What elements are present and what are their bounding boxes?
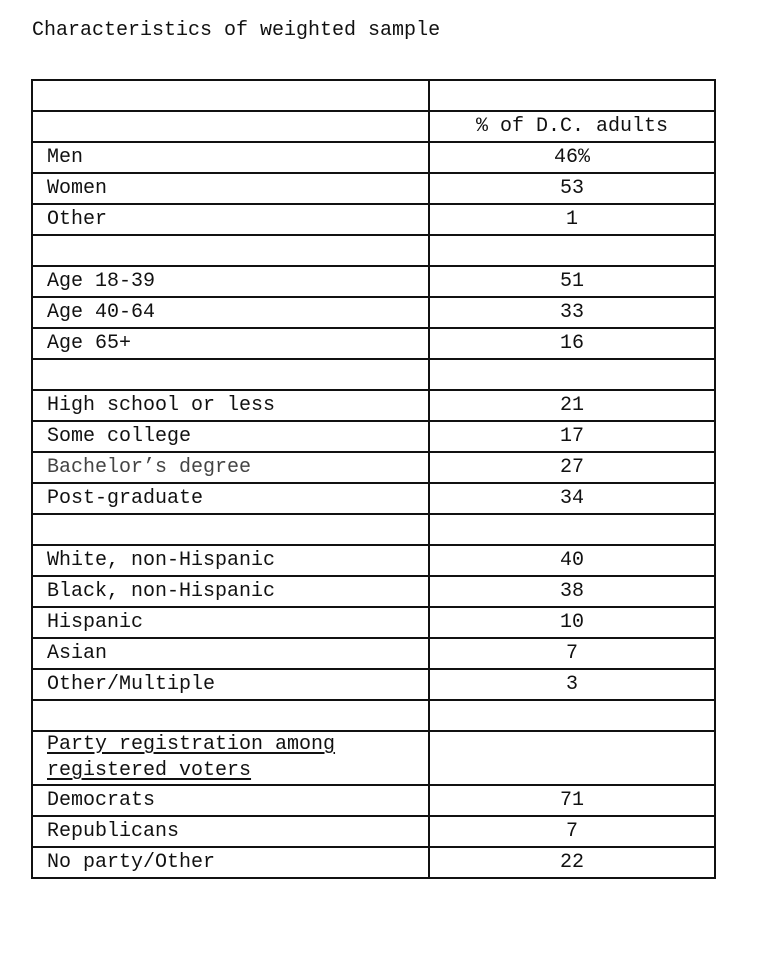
table-row xyxy=(32,297,715,328)
row-label: Age 65+ xyxy=(32,328,429,359)
row-label: Age 18-39 xyxy=(32,266,429,297)
blank-cell xyxy=(32,80,429,111)
row-value: 34 xyxy=(429,483,715,514)
row-value: 16 xyxy=(429,328,715,359)
table-row xyxy=(32,576,715,607)
table-row xyxy=(32,142,715,173)
row-label: Women xyxy=(32,173,429,204)
row-label: Bachelor’s degree xyxy=(32,452,429,483)
row-label: Other xyxy=(32,204,429,235)
row-label xyxy=(32,514,429,545)
row-value: 7 xyxy=(429,816,715,847)
row-value xyxy=(429,731,715,785)
row-value: 3 xyxy=(429,669,715,700)
table-row xyxy=(32,847,715,878)
table-row xyxy=(32,173,715,204)
row-value: 22 xyxy=(429,847,715,878)
row-label: Other/Multiple xyxy=(32,669,429,700)
table-row xyxy=(32,638,715,669)
table-row xyxy=(32,390,715,421)
table-row xyxy=(32,816,715,847)
table-spacer-row xyxy=(32,700,715,731)
row-label: Age 40-64 xyxy=(32,297,429,328)
row-value: 38 xyxy=(429,576,715,607)
table-spacer-row xyxy=(32,514,715,545)
party-registration-heading xyxy=(32,731,429,785)
table-row xyxy=(32,266,715,297)
row-value: 71 xyxy=(429,785,715,816)
weighted-sample-table xyxy=(31,79,716,879)
row-value: 27 xyxy=(429,452,715,483)
table-row xyxy=(32,785,715,816)
row-label: Hispanic xyxy=(32,607,429,638)
row-label: Men xyxy=(32,142,429,173)
row-label: Black, non-Hispanic xyxy=(32,576,429,607)
row-label xyxy=(32,359,429,390)
blank-cell xyxy=(429,80,715,111)
table-header-row xyxy=(32,111,715,142)
table-row xyxy=(32,204,715,235)
row-label: No party/Other xyxy=(32,847,429,878)
row-value: 53 xyxy=(429,173,715,204)
row-value xyxy=(429,359,715,390)
row-value xyxy=(429,514,715,545)
row-label: High school or less xyxy=(32,390,429,421)
row-value xyxy=(429,700,715,731)
row-value xyxy=(429,235,715,266)
row-value: 33 xyxy=(429,297,715,328)
row-label: Republicans xyxy=(32,816,429,847)
row-label: White, non-Hispanic xyxy=(32,545,429,576)
table-top-blank-row xyxy=(32,80,715,111)
page-title: Characteristics of weighted sample xyxy=(32,19,441,42)
section-header-row xyxy=(32,731,715,785)
row-value: 1 xyxy=(429,204,715,235)
row-value: 17 xyxy=(429,421,715,452)
table-row xyxy=(32,421,715,452)
header-label-cell xyxy=(32,111,429,142)
table-spacer-row xyxy=(32,235,715,266)
party-registration-heading-text: Party registration among registered voters xyxy=(47,733,336,782)
table-row xyxy=(32,607,715,638)
row-value: 10 xyxy=(429,607,715,638)
row-label: Some college xyxy=(32,421,429,452)
row-label: Democrats xyxy=(32,785,429,816)
row-label: Post-graduate xyxy=(32,483,429,514)
table-row xyxy=(32,545,715,576)
table-row xyxy=(32,669,715,700)
table-row xyxy=(32,328,715,359)
row-label: Asian xyxy=(32,638,429,669)
row-label xyxy=(32,700,429,731)
table-row xyxy=(32,452,715,483)
row-value: 51 xyxy=(429,266,715,297)
row-value: 40 xyxy=(429,545,715,576)
table-spacer-row xyxy=(32,359,715,390)
row-value: 46% xyxy=(429,142,715,173)
row-value: 7 xyxy=(429,638,715,669)
row-label xyxy=(32,235,429,266)
row-value: 21 xyxy=(429,390,715,421)
table-row xyxy=(32,483,715,514)
column-header-percent-dc-adults: % of D.C. adults xyxy=(429,111,715,142)
